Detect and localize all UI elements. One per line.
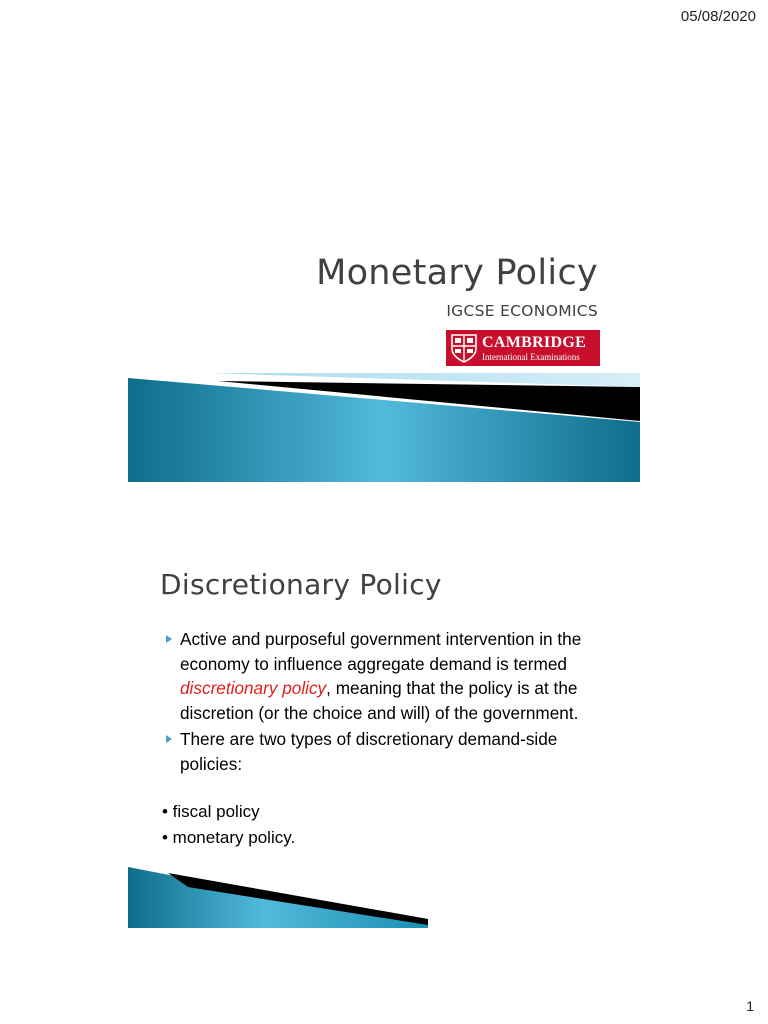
bullet-item (164, 627, 624, 725)
cambridge-shield-icon (450, 333, 478, 363)
print-date: 05/08/2020 (680, 8, 756, 25)
bullet-list (164, 627, 624, 778)
cambridge-logo (446, 330, 600, 366)
emphasized-term: discretionary policy (180, 678, 327, 698)
slide-title: Monetary Policy (316, 253, 598, 293)
logo-sub-text: International Examinations (482, 351, 580, 362)
bullet-text-continued: , meaning that the policy is at the discretion (or the choice and will) of the government. (180, 678, 579, 723)
slide-subtitle: IGCSE ECONOMICS (446, 302, 598, 320)
bullet-item (164, 727, 624, 776)
bullet-text: There are two types of discretionary demand-side policies: (180, 729, 558, 774)
decorative-banner (128, 867, 428, 928)
slide-1 (128, 128, 640, 482)
list-item-fiscal: • fiscal policy (162, 802, 260, 821)
bullet-text: Active and purposeful government intervention in the economy to influence aggregate demand is termed (180, 629, 582, 674)
bullet-arrow-icon (164, 632, 174, 646)
decorative-banner (128, 373, 640, 482)
list-item-monetary: • monetary policy. (162, 828, 296, 847)
slide-2 (128, 538, 640, 928)
slide-title: Discretionary Policy (160, 568, 442, 601)
bullet-arrow-icon (164, 732, 174, 746)
logo-main-text: CAMBRIDGE (482, 333, 587, 351)
page-number: 1 (746, 998, 754, 1014)
